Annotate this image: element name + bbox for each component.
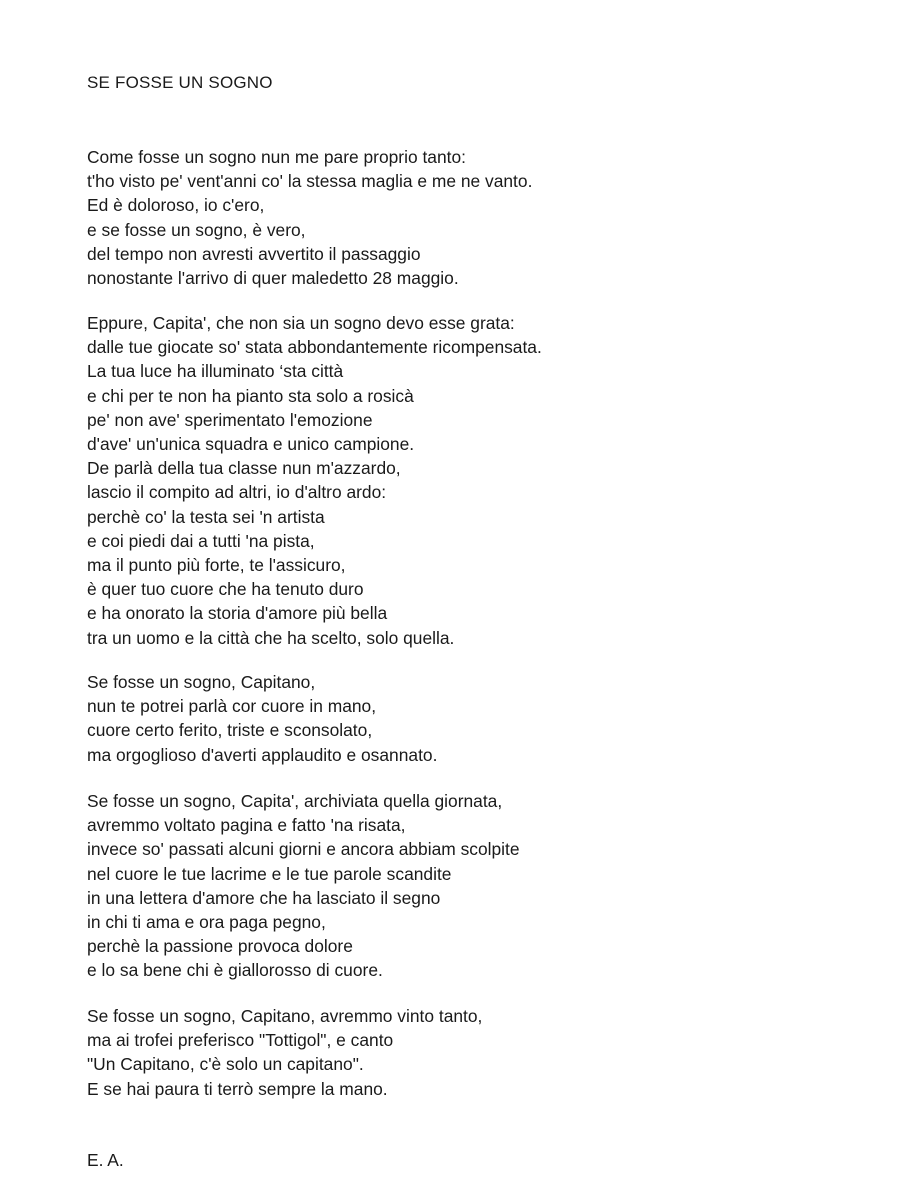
poem-line: pe' non ave' sperimentato l'emozione xyxy=(87,409,373,430)
poem-line: perchè co' la testa sei 'n artista xyxy=(87,506,325,527)
poem-line: nonostante l'arrivo di quer maledetto 28 maggio. xyxy=(87,268,459,289)
stanza-3 xyxy=(87,670,437,767)
poem-line: cuore certo ferito, triste e sconsolato, xyxy=(87,720,373,741)
poem-line: tra un uomo e la città che ha scelto, solo quella. xyxy=(87,627,455,648)
poem-line: avremmo voltato pagina e fatto 'na risata, xyxy=(87,815,406,836)
stanza-2 xyxy=(87,311,542,650)
poem-line: del tempo non avresti avvertito il passaggio xyxy=(87,243,421,264)
poem-line: nun te potrei parlà cor cuore in mano, xyxy=(87,696,377,717)
author-signature: E. A. xyxy=(87,1150,124,1170)
poem-line: ma ai trofei preferisco "Tottigol", e canto xyxy=(87,1030,394,1051)
poem-line: e se fosse un sogno, è vero, xyxy=(87,219,306,240)
poem-line: e chi per te non ha pianto sta solo a rosicà xyxy=(87,385,414,406)
poem-line: è quer tuo cuore che ha tenuto duro xyxy=(87,579,364,600)
poem-line: e coi piedi dai a tutti 'na pista, xyxy=(87,530,315,551)
poem-line: Ed è doloroso, io c'ero, xyxy=(87,195,265,216)
poem-line: e ha onorato la storia d'amore più bella xyxy=(87,603,388,624)
poem-line: Se fosse un sogno, Capitano, avremmo vinto tanto, xyxy=(87,1006,483,1026)
poem-line: Come fosse un sogno nun me pare proprio tanto: xyxy=(87,147,466,167)
poem-line: t'ho visto pe' vent'anni co' la stessa maglia e me ne vanto. xyxy=(87,171,533,192)
poem-line: in chi ti ama e ora paga pegno, xyxy=(87,912,326,933)
poem-line: e lo sa bene chi è giallorosso di cuore. xyxy=(87,960,383,981)
poem-line: dalle tue giocate so' stata abbondantemente ricompensata. xyxy=(87,337,542,358)
poem-line: lascio il compito ad altri, io d'altro ardo: xyxy=(87,482,387,503)
poem-line: La tua luce ha illuminato ‘sta città xyxy=(87,361,344,382)
poem-line: De parlà della tua classe nun m'azzardo, xyxy=(87,458,401,479)
poem-line: ma orgoglioso d'averti applaudito e osannato. xyxy=(87,744,438,765)
poem-line: Se fosse un sogno, Capitano, xyxy=(87,672,316,692)
poem-line: "Un Capitano, c'è solo un capitano". xyxy=(87,1054,364,1075)
poem-line: Se fosse un sogno, Capita', archiviata quella giornata, xyxy=(87,791,503,811)
poem-line: nel cuore le tue lacrime e le tue parole scandite xyxy=(87,863,452,884)
poem-line: invece so' passati alcuni giorni e ancora abbiam scolpite xyxy=(87,839,520,860)
poem-line: Eppure, Capita', che non sia un sogno devo esse grata: xyxy=(87,313,515,333)
poem-line: d'ave' un'unica squadra e unico campione. xyxy=(87,434,415,455)
poem-line: perchè la passione provoca dolore xyxy=(87,936,353,957)
stanza-4 xyxy=(87,789,520,983)
poem-line: E se hai paura ti terrò sempre la mano. xyxy=(87,1078,388,1099)
poem-line: in una lettera d'amore che ha lasciato il segno xyxy=(87,887,441,908)
poem-line: ma il punto più forte, te l'assicuro, xyxy=(87,555,346,576)
stanza-1 xyxy=(87,145,532,290)
stanza-5 xyxy=(87,1004,482,1101)
poem-title: SE FOSSE UN SOGNO xyxy=(87,73,273,92)
